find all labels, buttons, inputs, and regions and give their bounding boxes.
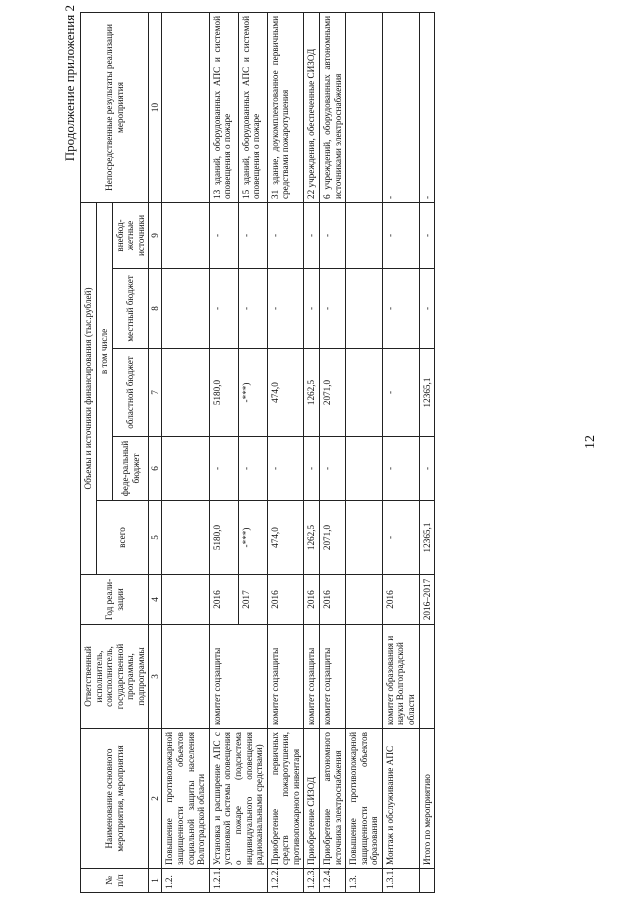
row-total: 5180,0 [209, 501, 238, 575]
row-local: - [382, 269, 419, 349]
row-name: Приобретение первичных средств пожаротушения, противопожарного инвентаря [267, 729, 304, 869]
col-number: 2 [149, 729, 162, 869]
row-total: 1262,5 [304, 501, 320, 575]
row-offbudget: - [209, 203, 238, 269]
page-number: 12 [583, 435, 598, 449]
row-result: - [419, 13, 435, 203]
row-federal: - [238, 437, 267, 501]
row-local [162, 269, 209, 349]
row-federal: - [382, 437, 419, 501]
row-total: 2071,0 [319, 501, 345, 575]
row-total [162, 501, 209, 575]
header-offbudget: внебюд-жетные источники [112, 203, 149, 269]
row-regional: -***) [238, 349, 267, 437]
row-federal [346, 437, 383, 501]
row-responsible [162, 625, 209, 729]
row-year: 2016 [304, 575, 320, 625]
row-responsible: комитет соцзащиты [319, 625, 345, 729]
row-regional: 12365,1 [419, 349, 435, 437]
row-offbudget: - [419, 203, 435, 269]
row-federal: - [267, 437, 304, 501]
row-result: 22 учреждения, обеспеченные СИЗОД [304, 13, 320, 203]
col-number: 5 [149, 501, 162, 575]
row-result [346, 13, 383, 203]
col-number: 3 [149, 625, 162, 729]
header-local: местный бюджет [112, 269, 149, 349]
row-federal: - [319, 437, 345, 501]
row-offbudget: - [319, 203, 345, 269]
program-table [80, 12, 435, 893]
row-result: 31 здание, доукомплектованное первичными средствами пожаротушения [267, 13, 304, 203]
row-responsible [419, 625, 435, 729]
row-offbudget [346, 203, 383, 269]
row-number: 1.2.3. [304, 869, 320, 893]
row-regional: 2071,0 [319, 349, 345, 437]
row-year [346, 575, 383, 625]
table-row [162, 13, 209, 893]
header-funding: Объемы и источники финансирования (тыс.рублей) [81, 203, 97, 575]
row-federal: - [209, 437, 238, 501]
row-regional: - [382, 349, 419, 437]
row-number: 1.3.1. [382, 869, 419, 893]
row-year: 2016 [267, 575, 304, 625]
row-offbudget: - [267, 203, 304, 269]
row-regional: 1262,5 [304, 349, 320, 437]
row-local: - [209, 269, 238, 349]
row-result: 15 зданий, оборудованных АПС и системой оповещения о пожаре [238, 13, 267, 203]
row-name: Монтаж и обслуживание АПС [382, 729, 419, 869]
table-row [267, 13, 304, 893]
row-offbudget [162, 203, 209, 269]
header-name: Наименование основного мероприятия, мероприятия [81, 729, 149, 869]
row-regional: 474,0 [267, 349, 304, 437]
row-name: Повышение противопожарной защищенности объектов социальной защиты населения Волгоградской области [162, 729, 209, 869]
row-local: - [319, 269, 345, 349]
row-regional [162, 349, 209, 437]
row-offbudget: - [382, 203, 419, 269]
row-responsible: комитет соцзащиты [267, 625, 304, 729]
header-responsible: Ответственный исполнитель, соисполнитель, государственной программы, подпрограммы [81, 625, 149, 729]
col-number: 4 [149, 575, 162, 625]
header-result: Непосредственные результаты реализации мероприятия [81, 13, 149, 203]
row-responsible [346, 625, 383, 729]
col-number: 7 [149, 349, 162, 437]
column-number-row [149, 13, 162, 893]
row-regional: 5180,0 [209, 349, 238, 437]
row-federal: - [304, 437, 320, 501]
row-year [162, 575, 209, 625]
row-local: - [419, 269, 435, 349]
row-local [346, 269, 383, 349]
header-number: № п/п [81, 869, 149, 893]
table-row [304, 13, 320, 893]
col-number: 1 [149, 869, 162, 893]
row-regional [346, 349, 383, 437]
row-total: 474,0 [267, 501, 304, 575]
table-row [382, 13, 419, 893]
row-number: 1.2.4. [319, 869, 345, 893]
row-offbudget: - [304, 203, 320, 269]
row-year: 2016 [319, 575, 345, 625]
row-number [419, 869, 435, 893]
row-number: 1.2. [162, 869, 209, 893]
table-row-total [419, 13, 435, 893]
col-number: 10 [149, 13, 162, 203]
header-year: Год реали-зации [81, 575, 149, 625]
row-year: 2017 [238, 575, 267, 625]
row-name: Повышение противопожарной защищенности объектов образования [346, 729, 383, 869]
row-year: 2016 [209, 575, 238, 625]
row-number: 1.2.1. [209, 869, 267, 893]
row-year: 2016–2017 [419, 575, 435, 625]
row-result [162, 13, 209, 203]
row-number: 1.2.2. [267, 869, 304, 893]
row-local: - [267, 269, 304, 349]
row-local: - [238, 269, 267, 349]
table-row [319, 13, 345, 893]
header-total: всего [96, 501, 149, 575]
header-including: в том числе [96, 203, 112, 501]
row-year: 2016 [382, 575, 419, 625]
row-name: Установка и расширение АПС с установкой системы оповещения о пожаре (подсистема индивидуального оповещения радиоканальными средствами) [209, 729, 267, 869]
col-number: 8 [149, 269, 162, 349]
row-total: 12365,1 [419, 501, 435, 575]
header-federal: феде-ральный бюджет [112, 437, 149, 501]
row-federal [162, 437, 209, 501]
row-name: Приобретение СИЗОД [304, 729, 320, 869]
row-responsible: комитет образования и науки Волгоградской области [382, 625, 419, 729]
row-total [346, 501, 383, 575]
row-responsible: комитет соцзащиты [304, 625, 320, 729]
row-responsible: комитет соцзащиты [209, 625, 267, 729]
table-row [209, 13, 238, 893]
continuation-label: Продолжение приложения 2 [62, 5, 77, 162]
row-offbudget: - [238, 203, 267, 269]
row-result: - [382, 13, 419, 203]
row-total: - [382, 501, 419, 575]
row-name: Итого по мероприятию [419, 729, 435, 869]
row-total: -***) [238, 501, 267, 575]
row-result: 13 зданий, оборудованных АПС и системой оповещения о пожаре [209, 13, 238, 203]
row-number: 1.3. [346, 869, 383, 893]
row-result: 6 учреждений, оборудованных автономными источниками электроснабжения [319, 13, 345, 203]
table-row [346, 13, 383, 893]
row-name: Приобретение автономного источника электроснабжения [319, 729, 345, 869]
col-number: 6 [149, 437, 162, 501]
row-local: - [304, 269, 320, 349]
row-federal: - [419, 437, 435, 501]
header-regional: областной бюджет [112, 349, 149, 437]
col-number: 9 [149, 203, 162, 269]
